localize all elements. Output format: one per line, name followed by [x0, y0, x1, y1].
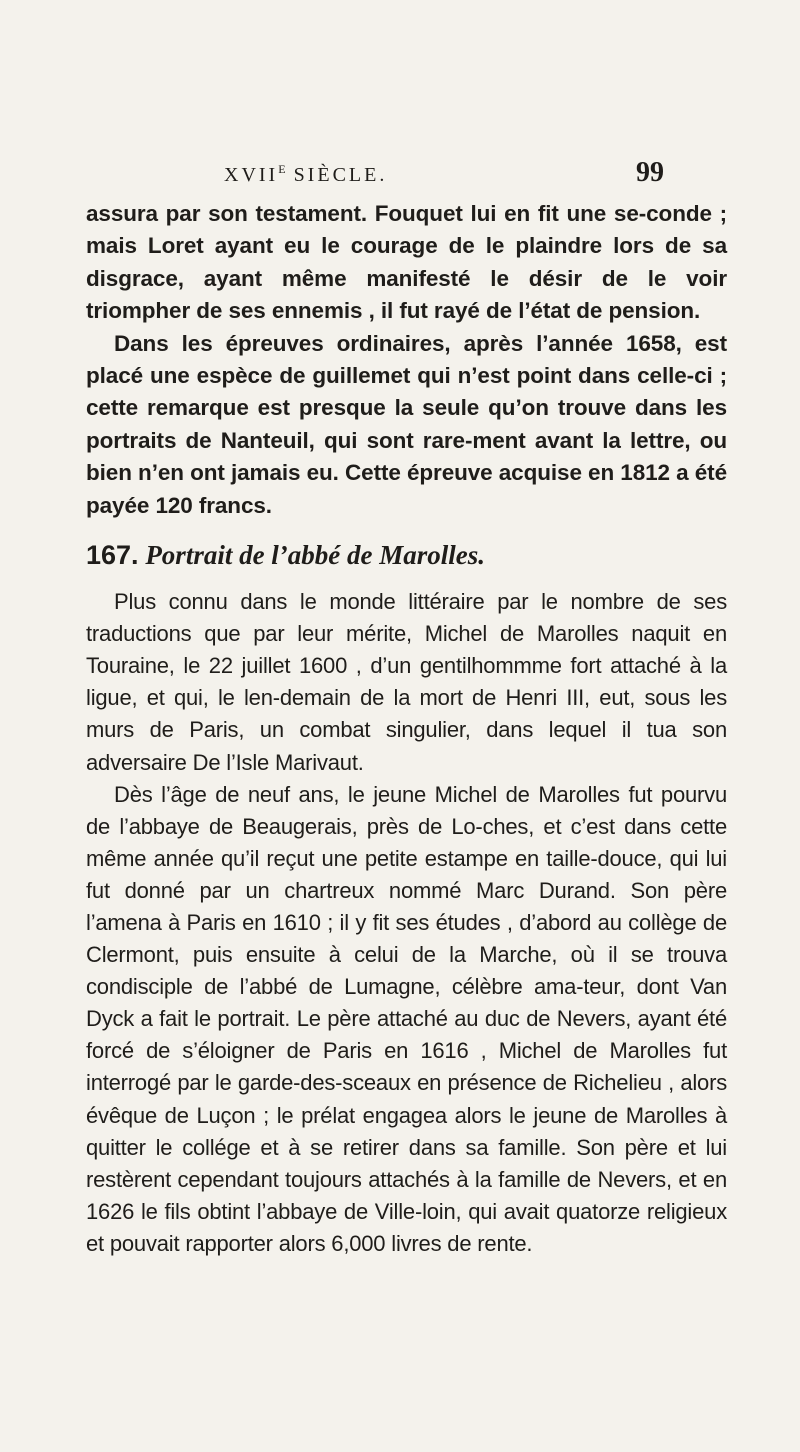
body-text — [86, 198, 727, 1260]
paragraph: assura par son testament. Fouquet lui en fit une se-conde ; mais Loret ayant eu le courage de le plaindre lors de sa disgrace, ayant même manifesté le désir de le voir triompher de ses ennemis , il fut rayé de l’état de pension. — [86, 201, 727, 324]
paragraph: Plus connu dans le monde littéraire par le nombre de ses traductions que par leur mérite, Michel de Marolles naquit en Touraine, le 22 juillet 1600 , d’un gentilhommme fort attaché à la ligue, et qui, le len-demain de la mort de Henri III, eut, sous les murs de Paris, un combat singulier, dans lequel il tua son adversaire De l’Isle Marivaut. — [86, 589, 727, 775]
heading-superscript: E — [278, 162, 286, 176]
section-title: Portrait de l’abbé de Marolles. — [145, 540, 486, 571]
running-head — [224, 157, 664, 187]
chapter-heading — [224, 162, 387, 187]
heading-century: XVII — [224, 164, 279, 186]
paragraph: Dans les épreuves ordinaires, après l’année 1658, est placé une espèce de guillemet qui n’est point dans celle-ci ; cette remarque est presque la seule qu’on trouve dans les portraits de Nanteuil, qui sont rare-ment avant la lettre, ou bien n’en ont jamais eu. Cette épreuve acquise en 1812 a été payée 120 francs. — [86, 330, 727, 518]
paragraph: Dès l’âge de neuf ans, le jeune Michel de Marolles fut pourvu de l’abbaye de Beaugerais, près de Lo-ches, et c’est dans cette même année qu’il reçut une petite estampe en taille-douce, qui lui fut donné par un chartreux nommé Marc Durand. Son père l’amena à Paris en 1610 ; il y fit ses études , d’abord au collège de Clermont, puis ensuite à celui de la Marche, où il se trouva condisciple de l’abbé de Lumagne, célèbre ama-teur, dont Van Dyck a fait le portrait. Le père attaché au duc de Nevers, ayant été forcé de s’éloigner de Paris en 1616 , Michel de Marolles fut interrogé par le garde-des-sceaux en présence de Richelieu , alors évêque de Luçon ; le prélat engagea alors le jeune de Marolles à quitter le collége et à se retirer dans sa famille. Son père et lui restèrent cependant toujours attachés à la famille de Nevers, et en 1626 le fils obtint l’abbaye de Ville-loin, qui avait quatorze religieux et pouvait rapporter alors 6,000 livres de rente. — [86, 781, 727, 1256]
section-number: 167. — [86, 540, 139, 571]
page-number: 99 — [636, 157, 664, 188]
bold-text-section — [86, 198, 727, 522]
regular-text-section — [86, 586, 727, 1260]
section-heading — [86, 538, 727, 572]
heading-word: SIÈCLE. — [285, 164, 388, 186]
